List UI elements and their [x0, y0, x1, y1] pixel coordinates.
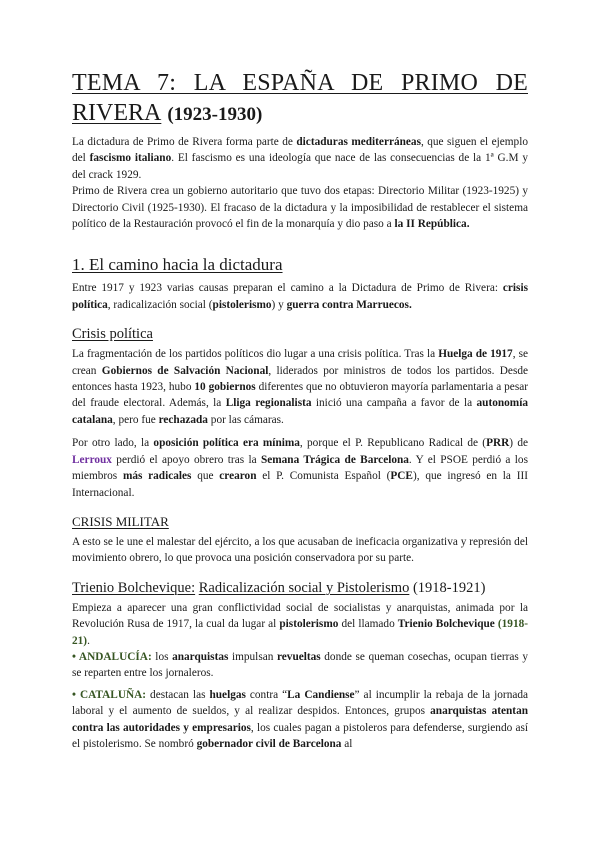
crisis-militar-paragraph: A esto se le une el malestar del ejército, a los que acusaban de ineficacia organizativa y represión del movimiento obrero, lo que provoca una posición conservadora por su parte.	[72, 535, 528, 565]
crisis-politica-paragraph-1: La fragmentación de los partidos políticos dio lugar a una crisis política. Tras la Huelga de 1917, se crean Gobiernos de Salvación Nacional, liderados por ministros de todos los partidos. Desde entonces hasta 1923, hubo 10 gobiernos diferentes que no obtuvieron mayoría parlamentaria a pesar del fraude electoral. Además, la Lliga regionalista inició una campaña a favor de la autonomía catalana, pero fue rechazada por las cámaras.	[72, 348, 529, 426]
intro-paragraph-2: Primo de Rivera crea un gobierno autoritario que tuvo dos etapas: Directorio Militar (1923-1925) y Directorio Civil (1925-1930). El fracaso de la dictadura y la imposibilidad de restablecer el sistema político de la Restauración provocó el fin de la monarquía y dio paso a la II República.	[72, 185, 528, 231]
cataluna-bullet: • CATALUÑA: destacan las huelgas contra “La Candiense” al incumplir la rebaja de la jornada laboral y el aumento de sueldos, y al realizar despidos. Entonces, grupos anarquistas atentan contra las autoridades y empresarios, los cuales pagan a pistoleros para defenderse, surgiendo así el pistolerismo. Se nombró gobernador civil de Barcelona al	[72, 688, 529, 750]
page-title-line2	[72, 98, 528, 130]
crisis-politica-paragraph-2: Por otro lado, la oposición política era mínima, porque el P. Republicano Radical de (PRR) de Lerroux perdió el apoyo obrero tras la Semana Trágica de Barcelona. Y el PSOE perdió a los miembros más radicales que crearon el P. Comunista Español (PCE), que ingresó en la III Internacional.	[72, 437, 528, 499]
section-heading-camino: 1. El camino hacia la dictadura	[72, 255, 283, 275]
page-title	[72, 68, 528, 98]
subheading-crisis-politica: Crisis política	[72, 326, 153, 343]
title-line1: TEMA 7: LA ESPAÑA DE PRIMO DE	[72, 70, 528, 96]
title-line2: RIVERA	[72, 100, 162, 126]
subheading-trienio: Trienio Bolchevique: Radicalización social y Pistolerismo (1918-1921)	[72, 579, 486, 596]
subheading-crisis-militar: CRISIS MILITAR	[72, 513, 169, 529]
lerroux-highlight: Lerroux	[72, 453, 112, 466]
section1-paragraph: Entre 1917 y 1923 varias causas preparan el camino a la Dictadura de Primo de Rivera: crisis política, radicalización social (pistolerismo) y guerra contra Marruecos.	[72, 282, 528, 311]
document-page	[72, 68, 528, 752]
title-years: (1923-1930)	[167, 104, 263, 125]
intro-paragraph-1: La dictadura de Primo de Rivera forma parte de dictaduras mediterráneas, que siguen el ejemplo del fascismo italiano. El fascismo es una ideología que nace de las consecuencias de la 1ª G.M y del crack 1929.	[72, 136, 528, 181]
trienio-paragraph: Empieza a aparecer una gran conflictividad social de socialistas y anarquistas, animada por la Revolución Rusa de 1917, la cual da lugar al pistolerismo del llamado Trienio Bolchevique (1918-21).	[72, 601, 529, 647]
trienio-years-highlight: (1918-21)	[72, 618, 529, 647]
andalucia-bullet: • ANDALUCÍA: los anarquistas impulsan revueltas donde se queman cosechas, ocupan tierras y se reparten entre los jornaleros.	[72, 650, 528, 680]
